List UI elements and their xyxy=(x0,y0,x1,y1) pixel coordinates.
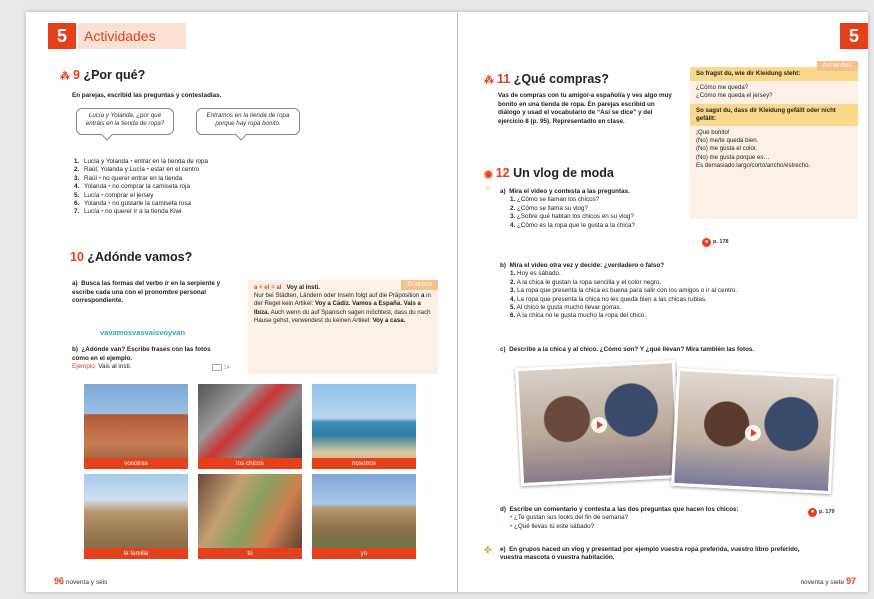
photo-city xyxy=(84,474,188,559)
photo-beach xyxy=(312,384,416,469)
exercise-12b: b) Mira el vídeo otra vez y decide: ¿verdadero o falso? 1. Hoy es sábado. 2. A la chica le gustan la ropa sencilla y el color negro. 3. La ropa que presenta la chica es buena para salir con los amigos o ir al centro. 4. La ropa que presenta la chica no les queda bien a las chicas rubias. 5. Al chico le gusta mucho llevar gorras. 6. A la chica no le gusta mucho la ropa del chico. xyxy=(500,262,738,320)
asi-se-dice-body-2: ¡Qué bonito! (No) me/te queda bien. (No) me gusta el color. (No) me gusta porque es… Es demasiado largo/corto/ancho/estrecho. xyxy=(696,129,811,169)
exercise-11-heading: ⁂ 11 ¿Qué compras? xyxy=(484,72,609,86)
section-title: Actividades xyxy=(78,23,186,49)
video-still-2[interactable] xyxy=(671,368,837,494)
photo-caption: la familia xyxy=(84,548,188,559)
exercise-12d: d) Escribe un comentario y contesta a las dos preguntas que hacen los chicos: • ¿Te gustan sus looks del fin de semana? • ¿Qué llevas tú este sábado? xyxy=(500,506,739,530)
list-item: 3. Raúl • no querer entrar en la tienda xyxy=(74,174,183,182)
photo-caption: nosotros xyxy=(312,458,416,469)
pair-work-icon: ⁂ xyxy=(60,71,70,82)
idiom-text: Nur bei Städten, Ländern oder Inseln folgt auf die Präposition a in der Regel kein Artikel: Voy a Cádiz. Vamos a España. Vais a Ibiza. Auch wenn du auf Spanisch sagen möchtest, dass du nach Hause gehst, verwendest du keinen Artikel: Voy a casa. xyxy=(254,292,431,324)
list-item: 1. Lucía y Yolanda • entrar en la tienda de ropa xyxy=(74,158,209,165)
exercise-11-text: Vas de compras con tu amigo/-a español/a y ves algo muy bonito en una tienda de ropa. En parejas escribid un diálogo y usad el vocabulario de “Así se dice” y del ejercicio 8 (p. 95). Representadlo en clase. xyxy=(498,92,672,125)
page-reference-179[interactable]: ● p. 179 xyxy=(808,508,835,517)
play-icon[interactable] xyxy=(744,425,761,442)
asi-se-dice-heading-1: So fragst du, wie dir Kleidung steht: xyxy=(690,67,858,81)
exercise-10a-text: a) Busca las formas del verbo ir en la serpiente y escribe cada una con el pronombre personal correspondiente. xyxy=(72,280,221,305)
idiom-formula: a + el = al Voy al insti. xyxy=(254,284,320,291)
asi-se-dice-body-1: ¿Cómo me queda? ¿Cómo me queda el jersey? xyxy=(696,84,773,100)
right-page xyxy=(458,12,868,592)
list-item: 4. Yolanda • no comprar la camiseta roja xyxy=(74,183,190,191)
exercise-12c: c) Describe a la chica y al chico. ¿Cómo son? Y ¿qué llevan? Mira también las fotos. xyxy=(500,346,755,353)
exercise-9-instruction: En parejas, escribid las preguntas y contestadlas. xyxy=(72,92,222,99)
textbook-spread xyxy=(26,12,868,592)
page-reference-178[interactable]: ● p. 178 xyxy=(702,238,729,247)
idiom-info-box xyxy=(248,280,438,374)
exercise-12-heading: ◉ 12 Un vlog de moda xyxy=(484,166,614,180)
page-footer-left: 96 noventa y seis xyxy=(54,576,108,586)
pair-work-icon: ⁂ xyxy=(484,75,494,86)
listening-icon: ☼ xyxy=(484,183,492,192)
idiom-tag: El idioma xyxy=(401,280,438,290)
exercise-9-heading: ⁂ 9 ¿Por qué? xyxy=(60,68,146,82)
asi-se-dice-tag: Así se dice xyxy=(817,61,858,71)
photo-caption: tú xyxy=(198,548,302,559)
word-snake: vavamosvasvaisvoyvan xyxy=(100,328,186,337)
photo-house xyxy=(312,474,416,559)
pin-icon: ● xyxy=(808,508,817,517)
photo-market xyxy=(198,474,302,559)
speech-bubble-answer: Entramos en la tienda de ropa porque hay ropa bonito. xyxy=(196,108,300,135)
video-still-1[interactable] xyxy=(515,360,681,486)
page-footer-right: noventa y siete 97 xyxy=(800,576,856,586)
list-item: 6. Yolanda • no gustarle la camiseta rosa xyxy=(74,200,192,208)
photo-caption: yo xyxy=(312,548,416,559)
exercise-10-heading: 10 ¿Adónde vamos? xyxy=(70,250,193,264)
exercise-12a: a) Mira el vídeo y contesta a las preguntas. 1. ¿Cómo se llaman los chicos? 2. ¿Cómo se llama su vlog? 3. ¿Sobre qué hablan los chicos en su vlog? 4. ¿Cómo es la ropa que le gusta a la chica? xyxy=(500,188,635,229)
unit-badge: 5 xyxy=(840,23,868,49)
exercise-12e: e) En grupos haced un vlog y presentad por ejemplo vuestra ropa preferida, vuestro libro preferido, vuestra mascota o vuestra habitación. xyxy=(500,546,800,562)
exercise-9-list xyxy=(74,158,208,217)
play-icon[interactable] xyxy=(591,417,608,434)
pin-icon: ● xyxy=(702,238,711,247)
speech-bubble-question: Lucía y Yolanda, ¿por qué entráis en la tienda de ropa? xyxy=(76,108,174,135)
list-item: 7. Lucía • no querer ir a la tienda Kiwi xyxy=(74,208,182,216)
asi-se-dice-heading-2: So sagst du, dass dir Kleidung gefällt oder nicht gefällt: xyxy=(690,104,858,126)
photo-caption: vosotras xyxy=(84,458,188,469)
asi-se-dice-box xyxy=(690,63,858,219)
video-icon: ◉ xyxy=(484,169,493,180)
photo-building xyxy=(84,384,188,469)
left-page xyxy=(26,12,458,592)
workbook-icon xyxy=(212,364,222,371)
list-item: 2. Raúl, Yolanda y Lucía • estar en el centro xyxy=(74,166,200,174)
photo-store xyxy=(198,384,302,469)
list-item: 5. Lucía • comprar el jersey xyxy=(74,191,154,199)
workbook-reference: 14 xyxy=(212,364,230,371)
exercise-10b-text: b) ¿Adónde van? Escribe frases con las fotos como en el ejemplo. Ejemplo: Vais al insti. xyxy=(72,346,211,371)
unit-badge: 5 xyxy=(48,23,76,49)
photo-caption: los chicos xyxy=(198,458,302,469)
group-work-icon: ✤ xyxy=(484,545,492,555)
